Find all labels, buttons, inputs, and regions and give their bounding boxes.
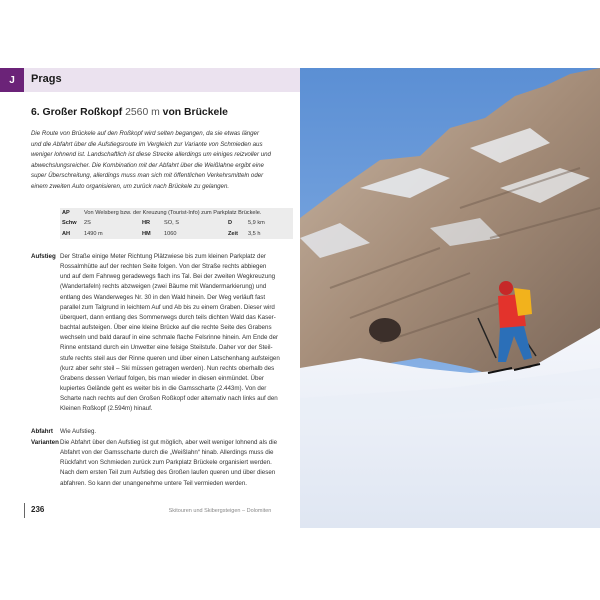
fact-value: 3,5 h: [248, 230, 261, 237]
body-line: entlang des Wanderweges Nr. 30 in den Wald hinein. Der Weg verläuft fast: [60, 293, 266, 301]
fact-key: AH: [62, 230, 71, 237]
body-line: Der Straße einige Meter Richtung Plätzwiese bis zum kleinen Parkplatz der: [60, 253, 266, 260]
fact-value: 5,9 km: [248, 220, 265, 227]
region-title: Prags: [31, 73, 62, 85]
body-line: Scharte nach rechts auf den Großen Roßkopf oder alternativ nach links auf den: [60, 395, 278, 403]
route-name: 6. Großer Roßkopf: [31, 107, 123, 118]
section-body: [60, 252, 280, 415]
section-aufstieg: [31, 252, 293, 415]
running-footer: Skitouren und Skibergsteigen – Dolomiten: [168, 508, 272, 514]
route-elevation: 2560 m: [125, 107, 160, 118]
body-line: stufe rechts steil aus der Rinne queren und über einen Latschenhang aufsteigen: [60, 354, 280, 362]
intro-line: Die Route von Brückele auf den Roßkopf wird selten begangen, da sie etwas länger: [31, 130, 260, 137]
route-facts-table: [60, 208, 293, 239]
body-line: Rinne entstand durch ein Unwetter eine felsige Steilstufe. Daher vor der Steil-: [60, 344, 273, 352]
body-line: überquert, dann entlang des Sommerwegs durch teils dichten Wald das Kaser-: [60, 313, 276, 321]
section-body: Wie Aufstieg.: [60, 428, 97, 435]
fact-value: 1060: [164, 230, 177, 237]
route-photo: [300, 68, 600, 528]
fact-value: 1490 m: [84, 230, 103, 237]
route-intro: [31, 129, 293, 193]
fact-key: Schw: [62, 220, 77, 227]
page-number-rule: [24, 503, 25, 518]
fact-value: Von Welsberg bzw. der Kreuzung (Tourist-Info) zum Parkplatz Brückele.: [84, 210, 262, 217]
fact-key: AP: [62, 210, 70, 217]
body-line: (kurz aber sehr steil – Ski müssen getragen werden). Nun rechts oberhalb des: [60, 364, 275, 372]
mountain-skier-illustration: [300, 68, 600, 528]
section-body: [60, 438, 277, 489]
route-title: [31, 107, 293, 118]
body-line: Rückfahrt von Schmieden zurück zum Parkplatz Brückele organisiert werden.: [60, 459, 272, 467]
chapter-letter-badge: J: [0, 68, 24, 92]
body-line: parallel zum Talgrund in leichtem Auf und Ab bis zu einem Graben. Dieser wird: [60, 303, 275, 311]
fact-key: Zeit: [228, 230, 238, 237]
fact-value: 2S: [84, 220, 91, 227]
body-line: bachtal aufsteigen. Über eine kleine Brücke auf die rechte Seite des Grabens: [60, 324, 272, 332]
body-line: und auf dem Fahrweg geradewegs flach ins Tal. Bei der zweiten Wegkreuzung: [60, 273, 276, 281]
section-label: Abfahrt: [31, 428, 53, 435]
body-line: Nach dem ersten Teil zum Aufstieg des Großen laufen queren und über diesen: [60, 469, 276, 477]
body-line: Grabens dessen Verlauf folgen, bis man wieder in diesen einmündet. Über: [60, 374, 264, 382]
facts-row: [60, 208, 293, 218]
section-label: Aufstieg: [31, 253, 56, 260]
route-start: von Brückele: [162, 107, 228, 118]
section-abfahrt: [31, 427, 293, 437]
fact-key: HM: [142, 230, 151, 237]
section-label: Varianten: [31, 439, 59, 446]
section-varianten: [31, 438, 293, 489]
body-line: wechseln und bald darauf in eine schmale flache Felsrinne hinein. Am Ende der: [60, 334, 279, 342]
body-line: Abfahrt von der Gamsscharte durch die „Weißlahn“ hinab. Allerdings muss die: [60, 449, 274, 457]
intro-line: super Überschreitung, allerdings muss man sich mit öffentlichen Verkehrsmitteln oder: [31, 172, 264, 180]
facts-row: [60, 229, 293, 239]
body-line: Kleinen Roßkopf (2.594m) hinauf.: [60, 405, 153, 413]
fact-value: SO, S: [164, 220, 179, 227]
facts-row: [60, 218, 293, 228]
intro-line: weniger lohnend ist. Landschaftlich ist diese Strecke allerdings um einiges reizvoller und: [31, 151, 271, 159]
body-line: Rossalmhütte auf der rechten Seite folgen. Von der Straße rechts abbiegen: [60, 263, 267, 271]
cave: [369, 318, 401, 342]
body-line: Die Abfahrt über den Aufstieg ist gut möglich, aber weit weniger lohnend als die: [60, 439, 278, 446]
fact-key: HR: [142, 220, 151, 227]
fact-key: D: [228, 220, 233, 227]
body-line: kupiertes Gelände geht es weiter bis in die Gamsscharte (2.443m). Von der: [60, 385, 267, 393]
intro-line: und die Abfahrt über die Aufstiegsroute im Vergleich zur Variante von Schmieden aus: [31, 140, 263, 148]
body-line: abfahren. So kann der unangenehme untere Teil vermieden werden.: [60, 479, 248, 487]
intro-line: einem zweiten Auto organisieren, um zurück nach Brückele zu gelangen.: [31, 182, 230, 190]
intro-line: abwechslungsreicher. Die Kombination mit der Abfahrt über die Weißlahne ergibt eine: [31, 161, 264, 169]
page-number: 236: [31, 505, 45, 514]
body-line: (Wandertafeln) rechts abzweigen (zwei Bäume mit Wandermarkierung) und: [60, 283, 267, 291]
